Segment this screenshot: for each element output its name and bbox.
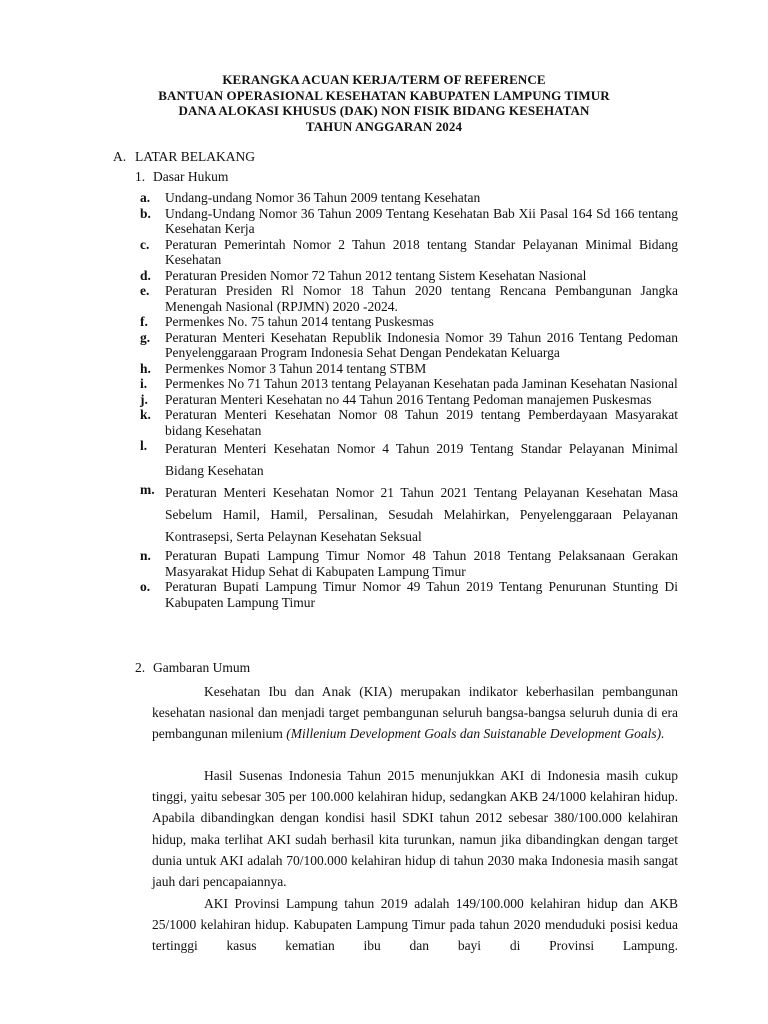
- paragraph-susenas-text: Hasil Susenas Indonesia Tahun 2015 menunjukkan AKI di Indonesia masih cukup tinggi, yaitu sebesar 305 per 100.000 kelahiran hidup, sedangkan AKB 24/1000 kelahiran hidup. Apabila dibandingkan dengan kondisi hasil SDKI tahun 2012 sebesar 380/100.000 kelahiran hidup, maka terlihat AKI sudah berhasil kita turunkan, namun jika dibandingkan dengan target dunia untuk AKI adalah 70/100.000 kelahiran hidup di tahun 2030 maka Indonesia masih sangat jauh dari pencapaiannya.: [152, 768, 678, 890]
- legal-basis-list: [140, 190, 678, 610]
- list-item-letter: k.: [140, 407, 151, 422]
- list-item-text: Peraturan Presiden Nomor 72 Tahun 2012 tentang Sistem Kesehatan Nasional: [165, 267, 587, 283]
- list-item-text: Undang-undang Nomor 36 Tahun 2009 tentang Kesehatan: [165, 190, 481, 205]
- section-a-letter: A.: [113, 149, 127, 164]
- list-item-letter: h.: [140, 360, 151, 376]
- list-item-text: Peraturan Pemerintah Nomor 2 Tahun 2018 tentang Standar Pelayanan Minimal Bidang Kesehatan: [165, 236, 678, 267]
- list-item-text: Peraturan Presiden Rl Nomor 18 Tahun 2020 tentang Rencana Pembangunan Jangka Menengah Nasional (RPJMN) 2020 -2024.: [165, 283, 678, 314]
- list-item: [140, 482, 678, 548]
- title-line-2: BANTUAN OPERASIONAL KESEHATAN KABUPATEN LAMPUNG TIMUR: [158, 87, 610, 103]
- list-item: [140, 548, 678, 579]
- subsection-1-title: Dasar Hukum: [153, 169, 229, 184]
- list-item: [140, 206, 678, 237]
- subsection-2-heading: [135, 660, 250, 676]
- title-line-1: KERANGKA ACUAN KERJA/TERM OF REFERENCE: [222, 72, 546, 87]
- list-item-letter: f.: [140, 314, 148, 329]
- list-item-letter: b.: [140, 205, 151, 221]
- list-item-text: Permenkes Nomor 3 Tahun 2014 tentang STBM: [165, 360, 427, 376]
- list-item: [140, 361, 678, 377]
- list-item: [140, 268, 678, 284]
- list-item-text: Permenkes No. 75 tahun 2014 tentang Puskesmas: [165, 314, 434, 329]
- list-item-letter: o.: [140, 579, 151, 594]
- list-item-letter: e.: [140, 283, 150, 298]
- list-item-text: Permenkes No 71 Tahun 2013 tentang Pelayanan Kesehatan pada Jaminan Kesehatan Nasional: [165, 376, 678, 391]
- title-line-4: TAHUN ANGGARAN 2024: [305, 118, 463, 134]
- subsection-2-title: Gambaran Umum: [153, 660, 251, 675]
- list-item-letter: d.: [140, 267, 151, 283]
- list-item-letter: j.: [140, 391, 148, 407]
- list-item-text: Peraturan Bupati Lampung Timur Nomor 48 Tahun 2018 Tentang Pelaksanaan Gerakan Masyarakat Hidup Sehat di Kabupaten Lampung Timur: [165, 548, 678, 579]
- section-a-heading: [113, 149, 255, 165]
- subsection-1-heading: [135, 169, 228, 185]
- paragraph-kia: [152, 681, 678, 745]
- list-item: [140, 190, 678, 206]
- list-item: [140, 330, 678, 361]
- paragraph-kia-text: Kesehatan Ibu dan Anak (KIA) merupakan indikator keberhasilan pembangunan kesehatan nasional dan menjadi target pembangunan seluruh bangsa-bangsa seluruh dunia di era pembangunan milenium: [152, 684, 678, 742]
- document-title: [90, 72, 678, 134]
- subsection-2-number: 2.: [135, 660, 146, 675]
- subsection-1-number: 1.: [135, 169, 146, 184]
- list-item: [140, 579, 678, 610]
- list-item-text: Peraturan Menteri Kesehatan Republik Indonesia Nomor 39 Tahun 2016 Tentang Pedoman Penyelenggaraan Program Indonesia Sehat Dengan Pendekatan Keluarga: [165, 329, 678, 360]
- list-item: [140, 237, 678, 268]
- list-item-letter: a.: [140, 190, 151, 205]
- list-item-letter: i.: [140, 376, 148, 391]
- list-item-text: Peraturan Bupati Lampung Timur Nomor 49 Tahun 2019 Tentang Penurunan Stunting Di Kabupaten Lampung Timur: [165, 579, 678, 610]
- list-item: [140, 314, 678, 330]
- list-item-text: Peraturan Menteri Kesehatan Nomor 21 Tahun 2021 Tentang Pelayanan Kesehatan Masa Sebelum Hamil, Hamil, Persalinan, Sesudah Melahirkan, Penyelenggaraan Pelayanan Kontrasepsi, Serta Pelaynan Kesehatan Seksual: [165, 485, 678, 544]
- list-item-text: Undang-Undang Nomor 36 Tahun 2009 Tentang Kesehatan Bab Xii Pasal 164 Sd 166 tentang Kesehatan Kerja: [165, 205, 678, 236]
- paragraph-aki-lampung: [152, 893, 678, 957]
- paragraph-kia-italic: (Millenium Development Goals dan Suistanable Development Goals).: [286, 726, 665, 742]
- title-line-3: DANA ALOKASI KHUSUS (DAK) NON FISIK BIDANG KESEHATAN: [178, 103, 590, 118]
- list-item: [140, 376, 678, 392]
- paragraph-susenas: [152, 765, 678, 892]
- list-item-letter: g.: [140, 329, 151, 345]
- list-item-text: Peraturan Menteri Kesehatan no 44 Tahun 2016 Tentang Pedoman manajemen Puskesmas: [165, 391, 652, 407]
- list-item-text: Peraturan Menteri Kesehatan Nomor 08 Tahun 2019 tentang Pemberdayaan Masyarakat bidang Kesehatan: [165, 407, 678, 438]
- list-item: [140, 407, 678, 438]
- list-item: [140, 283, 678, 314]
- list-item-letter: n.: [140, 548, 151, 563]
- list-item-letter: l.: [140, 438, 148, 453]
- list-item: [140, 392, 678, 408]
- list-item-letter: m.: [140, 482, 155, 497]
- list-item-letter: c.: [140, 236, 150, 252]
- list-item-text: Peraturan Menteri Kesehatan Nomor 4 Tahun 2019 Tentang Standar Pelayanan Minimal Bidang Kesehatan: [165, 441, 678, 478]
- paragraph-aki-lampung-text: AKI Provinsi Lampung tahun 2019 adalah 149/100.000 kelahiran hidup dan AKB 25/1000 kelahiran hidup. Kabupaten Lampung Timur pada tahun 2020 menduduki posisi kedua tertinggi kasus kematian ibu dan bayi di Provinsi Lampung.: [152, 896, 678, 954]
- list-item: [140, 438, 678, 482]
- section-a-title: LATAR BELAKANG: [135, 149, 256, 164]
